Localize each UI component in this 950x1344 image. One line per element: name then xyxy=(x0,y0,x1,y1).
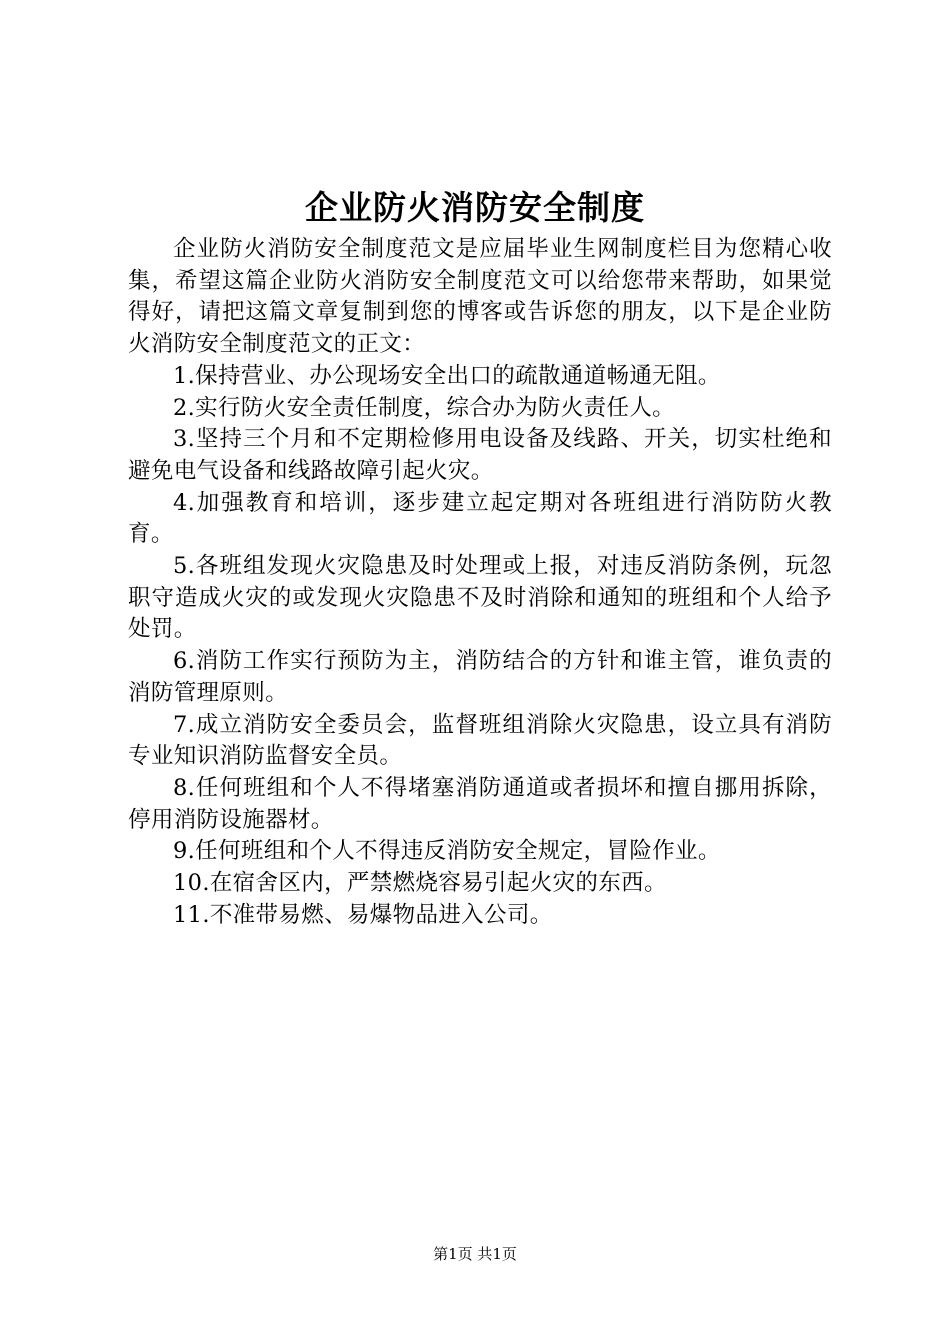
rule-item-2: 2.实行防火安全责任制度，综合办为防火责任人。 xyxy=(173,394,676,421)
rule-item-4: 4.加强教育和培训，逐步建立起定期对各班组进行消防防火教育。 xyxy=(128,489,832,548)
rule-item-8: 8.任何班组和个人不得堵塞消防通道或者损坏和擅自挪用拆除，停用消防设施器材。 xyxy=(128,774,832,833)
page-number-footer: 第1页 共1页 xyxy=(433,1245,517,1263)
rule-item-6: 6.消防工作实行预防为主，消防结合的方针和谁主管，谁负责的消防管理原则。 xyxy=(128,648,832,706)
rule-item-10: 10.在宿舍区内，严禁燃烧容易引起火灾的东西。 xyxy=(173,870,667,897)
rule-item-5: 5.各班组发现火灾隐患及时处理或上报，对违反消防条例，玩忽职守造成火灾的或发现火灾隐患不及时消除和通知的班组和个人给予处罚。 xyxy=(128,553,832,643)
rule-item-11: 11.不准带易燃、易爆物品进入公司。 xyxy=(173,901,553,928)
rule-item-1: 1.保持营业、办公现场安全出口的疏散通道畅通无阻。 xyxy=(173,362,721,389)
rule-item-7: 7.成立消防安全委员会，监督班组消除火灾隐患，设立具有消防专业知识消防监督安全员。 xyxy=(128,711,832,770)
document-body xyxy=(128,234,832,931)
rule-item-9: 9.任何班组和个人不得违反消防安全规定，冒险作业。 xyxy=(173,838,721,865)
rule-item-3: 3.坚持三个月和不定期检修用电设备及线路、开关，切实杜绝和避免电气设备和线路故障引起火灾。 xyxy=(128,426,832,484)
intro-paragraph: 企业防火消防安全制度范文是应届毕业生网制度栏目为您精心收集，希望这篇企业防火消防安全制度范文可以给您带来帮助，如果觉得好，请把这篇文章复制到您的博客或告诉您的朋友，以下是企业防火消防安全制度范文的正文： xyxy=(128,236,832,358)
document-title: 企业防火消防安全制度 xyxy=(305,188,645,227)
